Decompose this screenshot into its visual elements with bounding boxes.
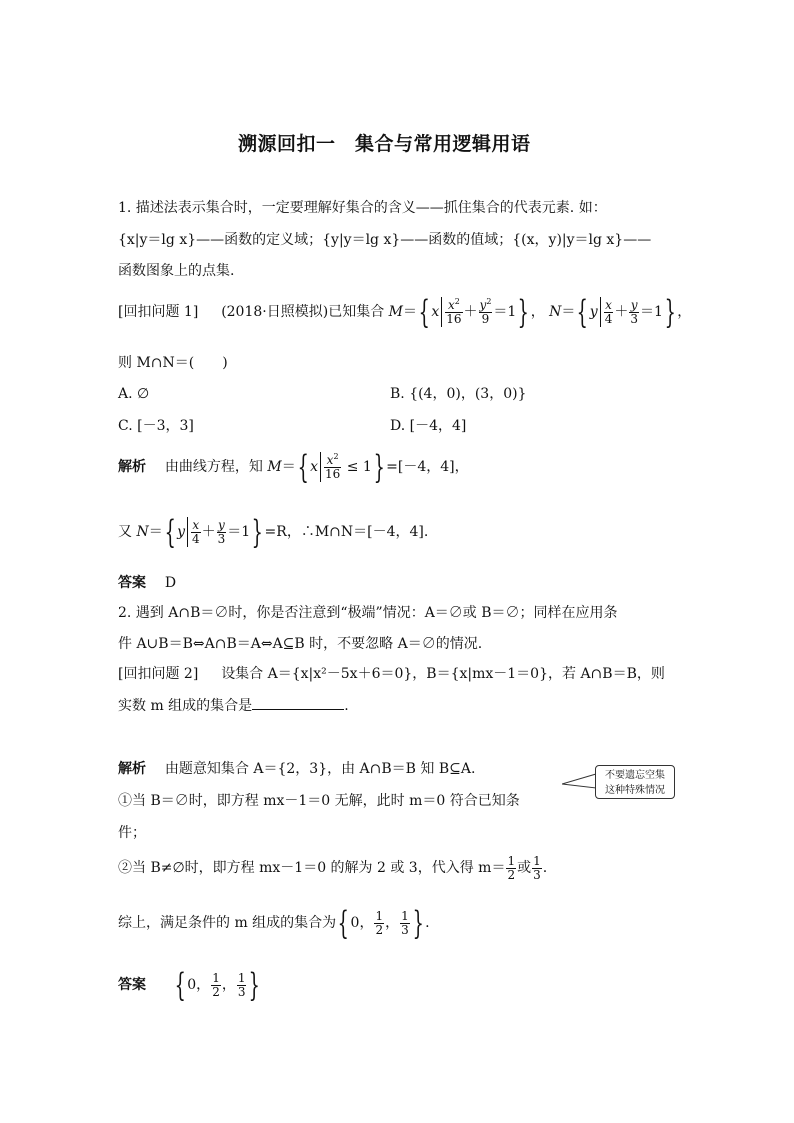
para1-range: {y|y＝lg x}——函数的值域； [322, 232, 513, 248]
option-a: A. ∅ [118, 386, 150, 402]
solution1-m-result: =[－4，4]， [386, 459, 469, 475]
para1-line3: 函数图象上的点集. [118, 263, 235, 279]
para1-domain: {x|y＝lg x}——函数的定义域； [118, 232, 323, 248]
answer-blank[interactable] [252, 697, 344, 710]
solution1-line1 [118, 450, 469, 484]
set-n-formula: N＝{ y $\frac{x}{4}$ ＋ $\frac{y}{3}$ ＝1} [549, 293, 676, 331]
callout-line1: 不要遗忘空集 [605, 770, 665, 781]
option-d: D. [－4，4] [390, 418, 467, 434]
para1-points: {(x，y)|y＝lg x}—— [512, 232, 652, 248]
answer1-value: D [164, 575, 177, 591]
answer2-value: { 0， $\frac{1}{2}$ ， $\frac{1}{3}$ } [174, 966, 261, 1004]
solution1-text: 由曲线方程，知 [164, 459, 263, 475]
solution1-label: 解析 [118, 459, 146, 475]
solution1-line2 [118, 515, 428, 549]
para1-line1: 1. 描述法表示集合时，一定要理解好集合的含义——抓住集合的代表元素. 如： [118, 200, 607, 216]
para2-line1: 2. 遇到 A∩B＝∅时，你是否注意到“极端”情况：A＝∅或 B＝∅；同样在应用条 [118, 605, 618, 621]
option-b: B. {(4，0)，(3，0)} [390, 386, 527, 402]
question1-source: (2018·日照模拟)已知集合 [221, 304, 385, 320]
answer1-label: 答案 [118, 575, 146, 591]
callout-note [595, 765, 675, 799]
question2-ask: 实数 m 组成的集合是 [118, 698, 253, 714]
para1-line2 [118, 233, 651, 247]
solution2-line1 [118, 762, 475, 776]
question2-label: [回扣问题 2] [118, 666, 199, 682]
answer2 [118, 966, 262, 1004]
question1-stem: [回扣问题 1] (2018·日照模拟)已知集合 M＝{ x $\frac{x^2}{16}$ ＋ $\frac{y^2}{9}$ ＝1} ， N＝{ y $\frac{x}{4}$ ＋ $\frac{y}{3}$ ＝1} ， [118, 293, 692, 331]
question1-label: [回扣问题 1] [118, 304, 199, 320]
solution1-n-formula: N＝{ y $\frac{x}{4}$ ＋ $\frac{y}{3}$ ＝1} [136, 513, 263, 551]
solution2-label: 解析 [118, 761, 146, 777]
question2-stem: 设集合 A＝{x|x²－5x＋6＝0}，B＝{x|mx－1＝0}，若 A∩B＝B，则 [221, 666, 665, 682]
answer1 [118, 576, 176, 590]
set-m-formula: M＝{ x $\frac{x^2}{16}$ ＋ $\frac{y^2}{9}$ ＝1} [388, 293, 530, 331]
solution2-text1: 由题意知集合 A＝{2，3}，由 A∩B＝B 知 B⊆A. [164, 761, 476, 777]
solution2-line3: 件； [118, 825, 146, 841]
answer2-label: 答案 [118, 977, 146, 993]
solution1-n-result: =R，∴M∩N＝[－4，4]. [264, 524, 429, 540]
question2-line1 [118, 667, 665, 681]
solution1-m-formula: M＝{ x $\frac{x^2}{16}$ ≤ 1} [267, 448, 385, 486]
solution2-text5: 综上，满足条件的 m 组成的集合为 [118, 915, 337, 931]
solution2-line5: 综上，满足条件的 m 组成的集合为{ 0， $\frac{1}{2}$ ， $\frac{1}{3}$ } . [118, 904, 430, 942]
solution2-line2: ①当 B＝∅时，即方程 mx－1＝0 无解，此时 m＝0 符合已知条 [118, 793, 520, 809]
callout-line2: 这种特殊情况 [605, 785, 665, 796]
question1-ask: 则 M∩N＝( ) [118, 355, 228, 371]
solution1-again: 又 [118, 524, 132, 540]
solution2-text4: ②当 B≠∅时，即方程 mx－1＝0 的解为 2 或 3，代入得 m＝ [118, 860, 506, 876]
page-title: 溯源回扣一 集合与常用逻辑用语 [238, 133, 531, 155]
option-c: C. [－3，3] [118, 418, 194, 434]
question2-line2: 实数 m 组成的集合是 . [118, 698, 349, 714]
solution2-line4: ②当 B≠∅时，即方程 mx－1＝0 的解为 2 或 3，代入得 m＝ $\frac{1}{2}$ 或 $\frac{1}{3}$ . [118, 853, 548, 882]
para2-line2: 件 A∪B＝B⇔A∩B＝A⇔A⊆B 时，不要忽略 A＝∅的情况. [118, 636, 483, 652]
